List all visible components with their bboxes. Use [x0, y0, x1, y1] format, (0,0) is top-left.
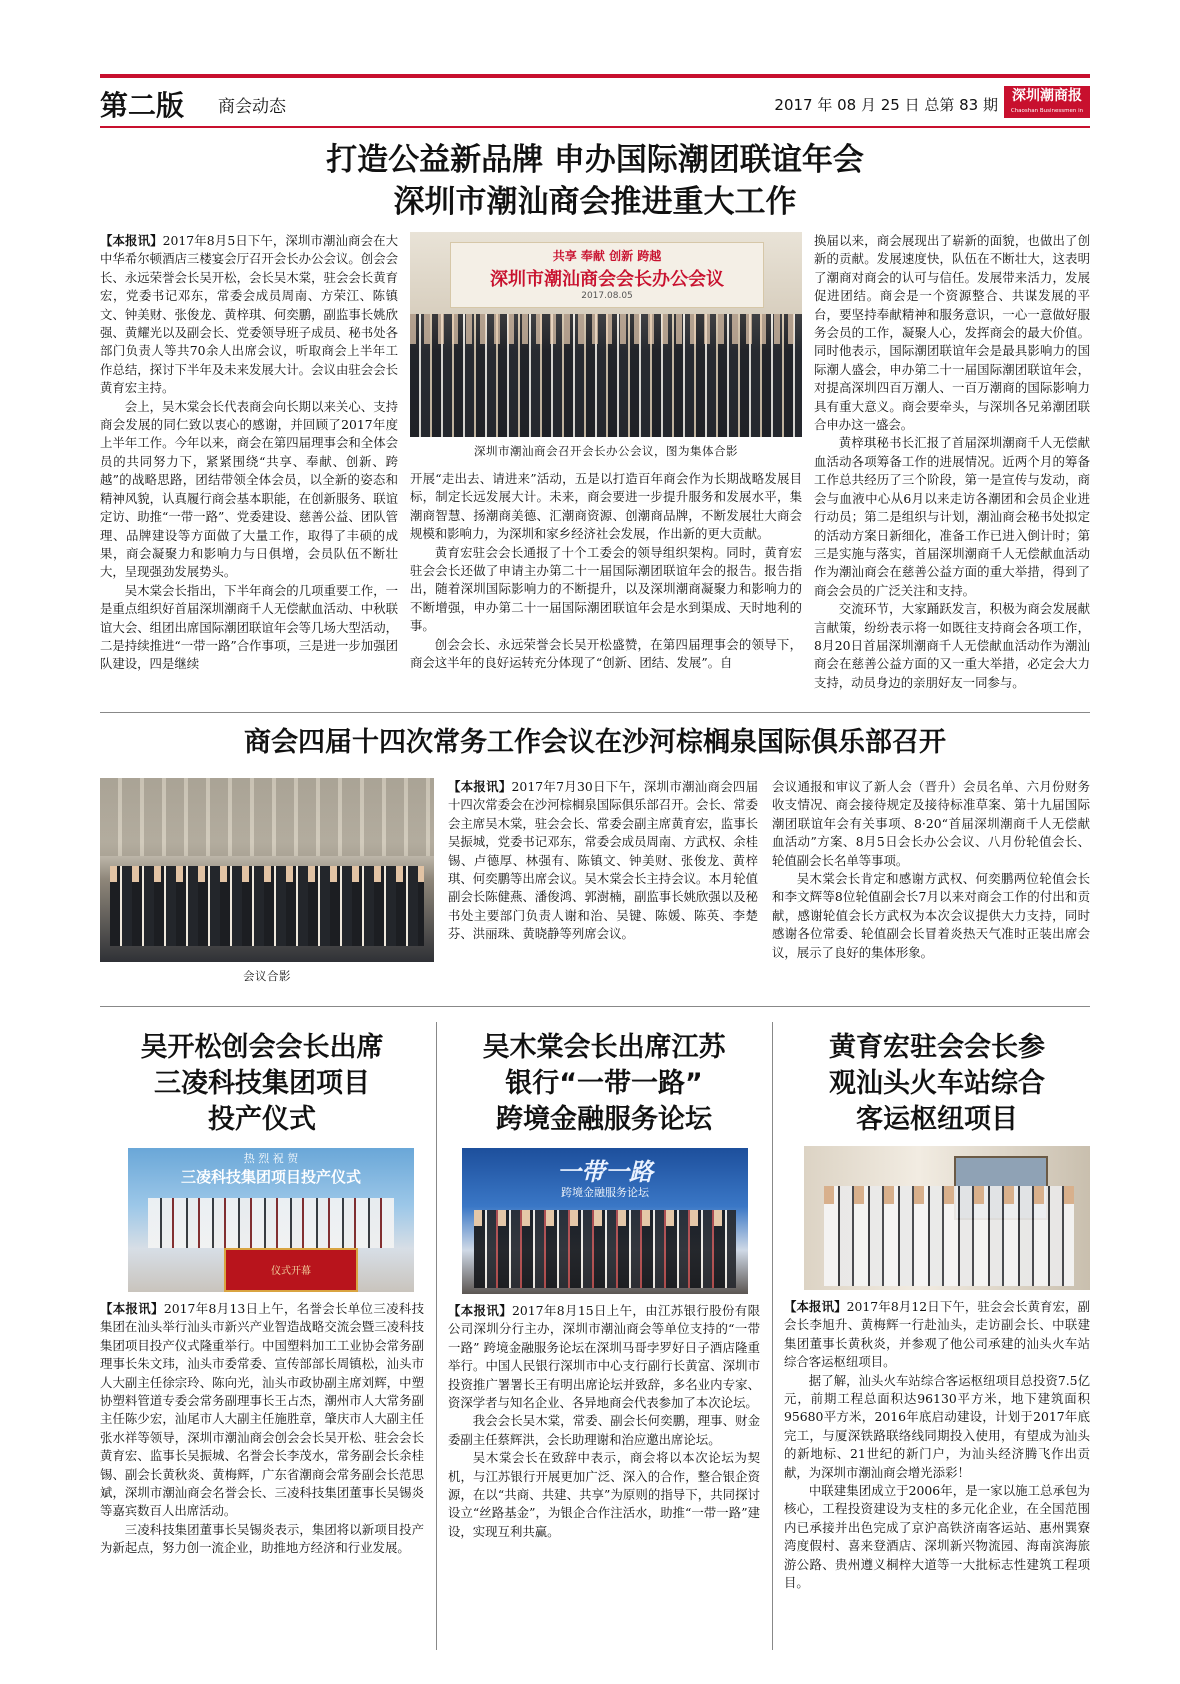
newspaper-logo: [1004, 86, 1090, 124]
article3-ceremony-photo: [128, 1148, 414, 1292]
photo-faces: [410, 314, 802, 344]
article5-paragraph: 中联建集团成立于2006年，是一家以施工总承包为核心，工程投资建设为支柱的多元化企业，在全国范围内已承接并出色完成了京沪高铁济南客运站、惠州巽寮湾度假村、喜来登酒店、深圳新兴物流园、海南滨海旅游公路、贵州遵义桐梓大道等一大批标志性建筑工程项目。: [784, 1483, 1090, 1591]
article3-headline-line: 投产仪式: [208, 1104, 316, 1135]
article4-forum-photo: [462, 1148, 748, 1294]
banner-slogan: 共享 奉献 创新 跨越: [552, 249, 662, 263]
article3-body: [100, 1300, 424, 1650]
podium-label: 仪式开幕: [271, 1266, 311, 1277]
masthead: [100, 80, 1090, 126]
banner-title: 三凌科技集团项目投产仪式: [180, 1168, 361, 1186]
article5-headline-line: 观汕头火车站综合: [829, 1068, 1045, 1099]
issue-dateline: 2017 年 08 月 25 日 总第 83 期: [774, 96, 998, 114]
column-divider: [436, 1022, 437, 1650]
article5-headline-line: 客运枢纽项目: [856, 1104, 1018, 1135]
article2-paragraph: 2017年7月30日下午，深圳市潮汕商会四届十四次常委会在沙河棕榈泉国际俱乐部召开。会长、常委会主席吴木棠，驻会会长、常委会副主席黄育宏，监事长吴振城，党委书记邓东，常委会成员周南、方武权、余桂锡、卢德厚、林强有、陈镇文、钟美财、张俊龙、黄梓琪、何奕鹏等出席会议。吴木棠会长主持会议。本月轮值副会长陈健燕、潘俊鸿、郭澍楠，副监事长姚欣强以及秘书处主要部门负责人谢和治、吴键、陈媛、陈英、李楚芬、洪丽珠、黄晓静等列席会议。: [448, 779, 758, 942]
banner-title: 跨境金融服务论坛: [561, 1186, 649, 1199]
article4-paragraph: 我会会长吴木棠，常委、副会长何奕鹏，理事、财金委副主任蔡辉洪，会长助理谢和治应邀出席论坛。: [448, 1413, 760, 1447]
article1-photo-caption: 深圳市潮汕商会召开会长办公会议，图为集体合影: [474, 444, 738, 458]
article1-column-2: [410, 470, 802, 702]
news-tag: 【本报讯】: [448, 779, 512, 794]
article4-headline-line: 吴木棠会长出席江苏: [482, 1032, 726, 1063]
article4-headline-line: 跨境金融服务论坛: [496, 1104, 712, 1135]
article2-meeting-photo: [100, 778, 434, 962]
article3-headline: [100, 1030, 424, 1138]
photo-podium: [224, 1248, 358, 1292]
article1-paragraph: 创会会长、永远荣誉会长吴开松盛赞，在第四届理事会的领导下，商会这半年的良好运转充分体现了“创新、团结、发展”。自: [410, 636, 802, 671]
banner-title: 深圳市潮汕商会会长办公会议: [490, 269, 724, 290]
article1-column-3: [814, 232, 1090, 702]
article4-paragraph: 吴木棠会长在致辞中表示，商会将以本次论坛为契机，与江苏银行开展更加广泛、深入的合作，整合银企资源，在以“共商、共建、共享”为原则的指导下，共同探讨设立“丝路基金”，为银企合作注活水，助推“一带一路”建设，实现互利共赢。: [448, 1450, 760, 1539]
article3-headline-line: 吴开松创会会长出席: [140, 1032, 384, 1063]
article4-paragraph: 2017年8月15日上午，由江苏银行股份有限公司深圳分行主办，深圳市潮汕商会等单位支持的“一带一路” 跨境金融服务论坛在深圳马哥孛罗好日子酒店隆重举行。中国人民银行深圳市中心支行副行长黄富、深圳市投资推广署署长王有明出席论坛并致辞，多名业内专家、资深学者与知名企业、各异地商会代表参加了本次论坛。: [448, 1303, 760, 1411]
photo-faces: [474, 1210, 736, 1226]
article2-photo-caption: 会议合影: [243, 969, 291, 983]
article1-headline-line1: 打造公益新品牌 申办国际潮团联谊年会: [326, 142, 864, 178]
news-tag: 【本报讯】: [784, 1299, 847, 1314]
article2-headline: 商会四届十四次常务工作会议在沙河棕榈泉国际俱乐部召开: [244, 727, 946, 758]
photo-crowd: [148, 1198, 394, 1248]
banner-date: 2017.08.05: [581, 291, 633, 301]
article1-headline-line2: 深圳市潮汕商会推进重大工作: [393, 184, 797, 220]
photo-backdrop-banner: [450, 242, 764, 308]
article5-paragraph: 2017年8月12日下午，驻会会长黄育宏，副会长李旭升、黄梅辉一行赴汕头，走访副会长、中联建集团董事长黄秋炎，并参观了他公司承建的汕头火车站综合客运枢纽项目。: [784, 1299, 1090, 1370]
article1-paragraph: 开展“走出去、请进来”活动，五是以打造百年商会作为长期战略发展目标，制定长远发展大计。未来，商会要进一步提升服务和发展水平，集潮商智慧、扬潮商美德、汇潮商资源、创潮商品牌，不断发展壮大商会规模和影响力，为深圳和家乡经济社会发展，作出新的更大贡献。: [410, 471, 802, 542]
article5-body: [784, 1298, 1090, 1650]
page-number: 第二版: [100, 89, 185, 122]
article3-paragraph: 2017年8月13日上午，名誉会长单位三凌科技集团在汕头举行汕头市新兴产业智造战略交流会暨三凌科技集团项目投产仪式隆重举行。中国塑料加工工业协会常务副理事长朱文玮，汕头市委常委、宣传部部长周镇松，汕头市人大副主任徐宗玲、陈向光，汕头市政协副主席刘辉，中塑协塑料管道专委会常务副理事长王占杰，潮州市人大常务副主任陈少宏，汕尾市人大副主任施胜章，肇庆市人大副主任张水祥等领导，深圳市潮汕商会创会会长吴开松、驻会会长黄育宏、监事长吴振城、名誉会长李茂水，常务副会长余桂锡、副会长黄秋炎、黄梅辉，广东省潮商会常务副会长范思斌，深圳市潮汕商会名誉会长、三凌科技集团董事长吴锡炎等嘉宾数百人出席活动。: [100, 1301, 424, 1519]
article3-paragraph: 三凌科技集团董事长吴锡炎表示，集团将以新项目投产为新起点，努力创一流企业，助推地方经济和行业发展。: [100, 1521, 424, 1556]
article4-headline: [448, 1030, 760, 1138]
news-tag: 【本报讯】: [100, 1301, 164, 1316]
article1-paragraph: 吴木棠会长指出，下半年商会的几项重要工作，一是重点组织好首届深圳潮商千人无偿献血活动、中秋联谊大会、组团出席国际潮团联谊年会等几场大型活动，二是持续推进“一带一路”合作事项，三是进一步加强团队建设，四是继续: [100, 582, 398, 672]
article2-column-2: [772, 778, 1090, 986]
article5-site-visit-photo: [804, 1146, 1090, 1290]
article5-headline: [784, 1030, 1090, 1138]
article1-paragraph: 2017年8月5日下午，深圳市潮汕商会在大中华希尔顿酒店三楼宴会厅召开会长办公会议。创会会长、永远荣誉会长吴开松，会长吴木棠，驻会会长黄育宏，党委书记邓东，常委会成员周南、方荣江、陈镇文、钟美财、张俊龙、黄梓琪、何奕鹏，副监事长姚欣强、黄耀光以及副会长、党委领导班子成员、秘书处各部门负责人等共70余人出席会议，听取商会上半年工作总结，探讨下半年及未来发展大计。会议由驻会会长黄育宏主持。: [100, 233, 398, 396]
banner-slogan: 一带一路: [557, 1157, 653, 1186]
article1-paragraph: 会上，吴木棠会长代表商会向长期以来关心、支持商会发展的同仁致以衷心的感谢，并回顾了2017年度上半年工作。今年以来，商会在第四届理事会和全体会员的共同努力下，紧紧围绕“共享、奉献、创新、跨越”的战略思路，团结带领全体会员，以全新的姿态和精神风貌，认真履行商会基本职能，在创新服务、联谊定访、助推“一带一路”、党委建设、慈善公益、团队管理、品牌建设等方面做了大量工作，取得了丰硕的成果，商会凝聚力和影响力与日俱增，会员队伍不断壮大，呈现强劲发展势头。: [100, 398, 398, 580]
article1-column-1: [100, 232, 398, 702]
article1-paragraph: 黄育宏驻会会长通报了十个工委会的领导组织架构。同时，黄育宏驻会会长还做了申请主办第二十一届国际潮团联谊年会的报告。报告指出，随着深圳国际影响力的不断提升，以及深圳潮商凝聚力和影响力的不断增强，申办第二十一届国际潮团联谊年会是水到渠成、天时地利的事。: [410, 544, 802, 634]
news-tag: 【本报讯】: [100, 233, 163, 248]
section-divider: [100, 1006, 1090, 1007]
news-tag: 【本报讯】: [448, 1303, 512, 1318]
logo-title: 深圳潮商报: [1012, 88, 1082, 104]
section-name: 商会动态: [218, 97, 286, 117]
photo-faces: [824, 1186, 1074, 1204]
article1-group-photo: [410, 232, 802, 437]
banner-slogan: 热 烈 祝 贺: [243, 1152, 299, 1165]
article1-paragraph: 交流环节，大家踊跃发言，积极为商会发展献言献策，纷纷表示将一如既往支持商会各项工作，8月20日首届深圳潮商千人无偿献血活动作为潮汕商会在慈善公益方面的又一重大举措，必定会大力支持，动员身边的亲朋好友一同参与。: [814, 601, 1090, 690]
article5-paragraph: 据了解，汕头火车站综合客运枢纽项目总投资7.5亿元，前期工程总面积达96130平方米，地下建筑面积95680平方米，2016年底启动建设，计划于2017年底完工，与厦深铁路联络线同期投入使用，有望成为汕头的新地标、21世纪的新门户，为汕头经济腾飞作出贡献，为深圳市潮汕商会增光添彩！: [784, 1372, 1090, 1480]
photo-faces: [110, 866, 424, 882]
masthead-bottom-rule: [100, 126, 1090, 128]
article1-paragraph: 换届以来，商会展现出了崭新的面貌，也做出了创新的贡献。发展速度快，队伍在不断壮大，这表明了潮商对商会的认可与信任。发展带来活力，发展促进团结。商会是一个资源整合、共谋发展的平台，要坚持奉献精神和服务意识，一心一意做好服务会员的工作，凝聚人心，发挥商会的最大价值。同时他表示，国际潮团联谊年会是最具影响力的国际潮人盛会，申办第二十一届国际潮团联谊年会，对提高深圳四百万潮人、一百万潮商的国际影响力具有重大意义。商会要牵头，与深圳各兄弟潮团联合申办这一盛会。: [814, 233, 1090, 433]
logo-subtitle: Chaoshan Businessmen in Shenzhen: [1010, 108, 1084, 124]
photo-wall: [100, 778, 434, 856]
article1-paragraph: 黄梓琪秘书长汇报了首届深圳潮商千人无偿献血活动各项筹备工作的进展情况。近两个月的筹备工作总共经历了三个阶段，第一是宣传与发动，商会与血液中心从6月以来走访各潮团和会员企业进行动员；第二是组织与计划，潮汕商会秘书处拟定的活动方案日新细化，准备工作已进入倒计时；第三是实施与落实，首届深圳潮商千人无偿献血活动作为潮汕商会在慈善公益方面的重大举措，得到了商会会员的广泛关注和支持。: [814, 435, 1090, 598]
section-divider: [100, 712, 1090, 713]
article4-body: [448, 1302, 760, 1650]
article2-paragraph: 吴木棠会长肯定和感谢方武权、何奕鹏两位轮值会长和李文辉等8位轮值副会长7月以来对商会工作的付出和贡献，感谢轮值会长方武权为本次会议提供大力支持，同时感谢各位常委、轮值副会长冒着炎热天气准时正装出席会议，展示了良好的集体形象。: [772, 871, 1090, 960]
article2-paragraph: 会议通报和审议了新人会（晋升）会员名单、六月份财务收支情况、商会接待规定及接待标准草案、第十九届国际潮团联谊年会有关事项、8·20“首届深圳潮商千人无偿献血活动”方案、8月5日会长办公会议、八月份轮值会长、轮值副会长名单等事项。: [772, 779, 1090, 868]
article5-headline-line: 黄育宏驻会会长参: [829, 1032, 1045, 1063]
article3-headline-line: 三凌科技集团项目: [154, 1068, 370, 1099]
masthead-top-rule: [100, 74, 1090, 78]
column-divider: [772, 1022, 773, 1650]
article2-column-1: [448, 778, 758, 986]
article4-headline-line: 银行“一带一路”: [505, 1068, 703, 1099]
